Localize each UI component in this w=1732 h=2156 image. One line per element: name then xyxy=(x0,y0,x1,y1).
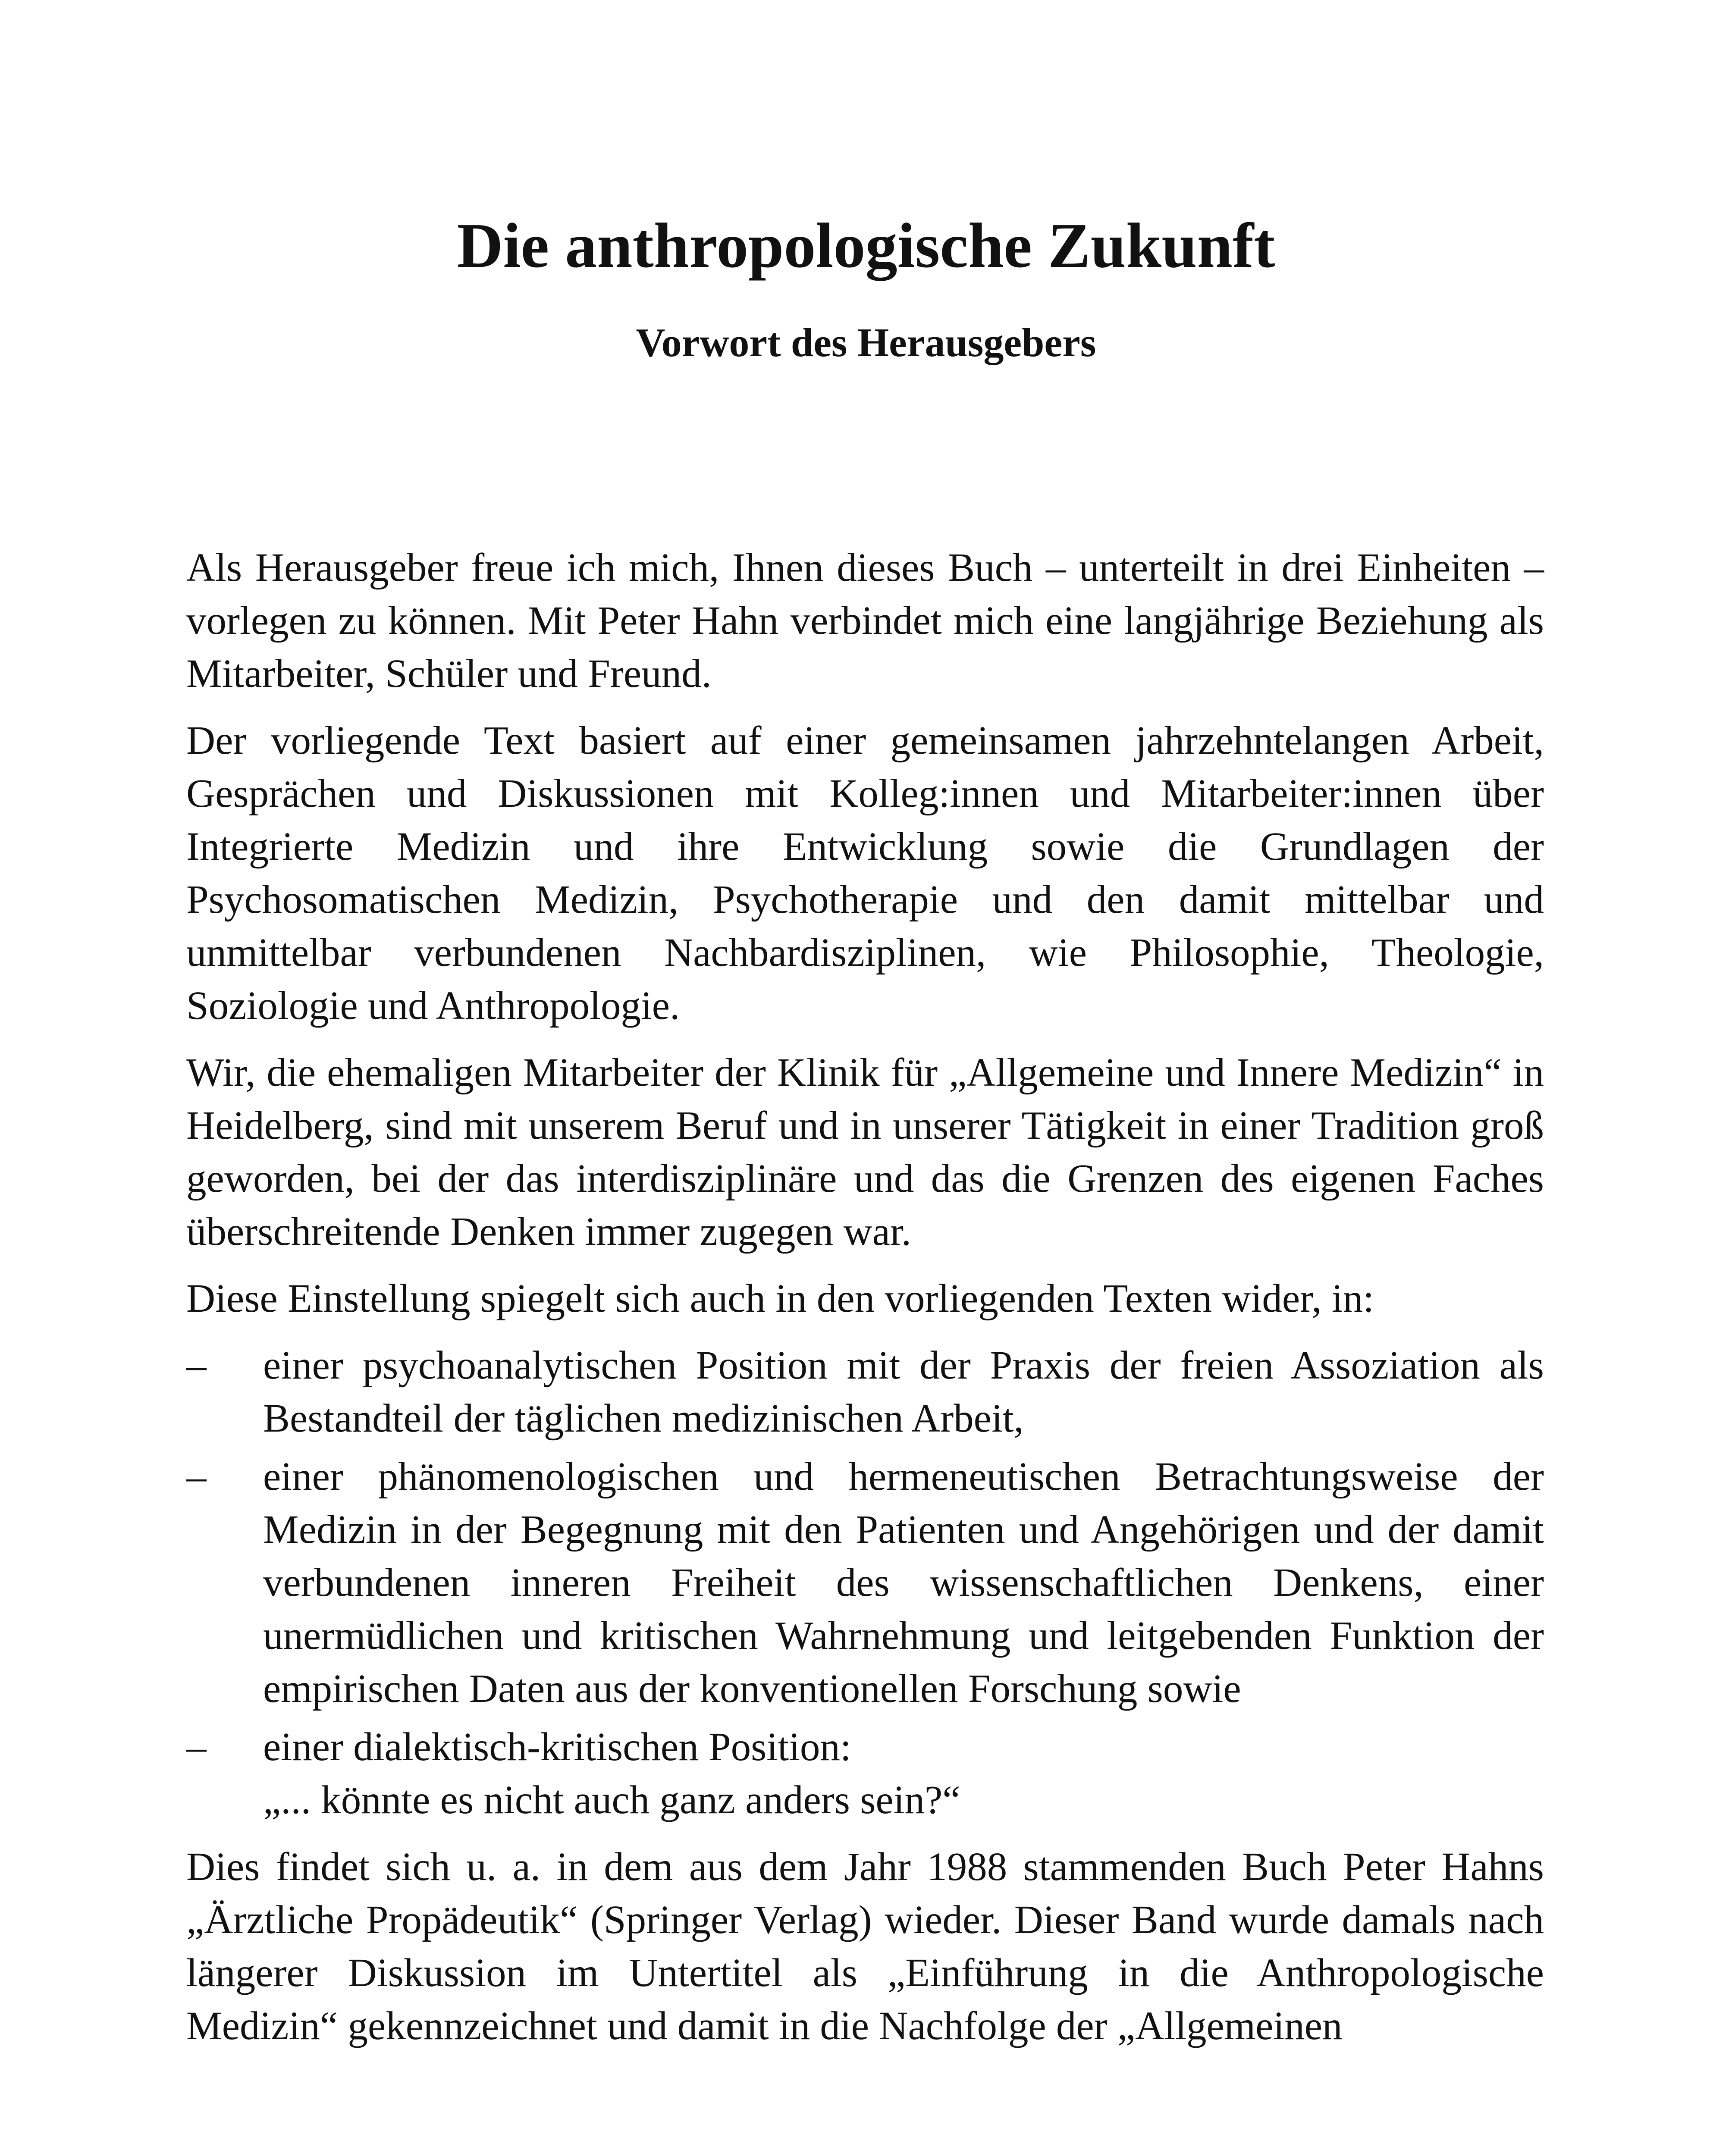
list-item-text: einer dialektisch-kritischen Position: xyxy=(263,1725,851,1769)
body-text xyxy=(186,541,1544,2066)
list-item-quote: „... könnte es nicht auch ganz anders sein?“ xyxy=(263,1778,960,1822)
list-item xyxy=(186,1339,1544,1445)
list-item-text: einer psychoanalytischen Position mit der Praxis der freien Assoziation als Bestandteil der täglichen medizinischen Arbeit, xyxy=(263,1343,1544,1441)
page-title: Die anthropologische Zukunft xyxy=(457,210,1275,281)
paragraph-3: Wir, die ehemaligen Mitarbeiter der Klinik für „Allgemeine und Innere Medizin“ in Heidelberg, sind mit unserem Beruf und in unserer Tätigkeit in einer Tradition groß geworden, bei der das interdisziplinäre und das die Grenzen des eigenen Faches überschreitende Denken immer zugegen war. xyxy=(186,1050,1544,1254)
bullet-list xyxy=(186,1339,1544,1827)
dash-marker: – xyxy=(186,1725,207,1769)
page-subtitle: Vorwort des Herausgebers xyxy=(636,320,1096,365)
list-item xyxy=(186,1450,1544,1715)
list-item-text: einer phänomenologischen und hermeneutischen Betrachtungsweise der Medizin in der Begegnung mit den Patienten und Angehörigen und der damit verbundenen inneren Freiheit des wissenschaftlichen Denkens, einer unermüdlichen und kritischen Wahrnehmung und leitgebenden Funktion der empirischen Daten aus der konventionellen Forschung sowie xyxy=(263,1454,1544,1711)
paragraph-4: Diese Einstellung spiegelt sich auch in den vorliegenden Texten wider, in: xyxy=(186,1276,1374,1321)
paragraph-1: Als Herausgeber freue ich mich, Ihnen dieses Buch – unterteilt in drei Einheiten – vorlegen zu können. Mit Peter Hahn verbindet mich eine langjährige Beziehung als Mitarbeiter, Schüler und Freund. xyxy=(186,545,1544,696)
list-item xyxy=(186,1720,1544,1827)
dash-marker: – xyxy=(186,1454,207,1499)
paragraph-2: Der vorliegende Text basiert auf einer gemeinsamen jahrzehntelangen Arbeit, Gesprächen und Diskussionen mit Kolleg:innen und Mitarbeiter:innen über Integrierte Medizin und ihre Entwicklung sowie die Grundlagen der Psychosomatischen Medizin, Psychotherapie und den damit mittelbar und unmittelbar verbundenen Nachbardisziplinen, wie Philosophie, Theologie, Soziologie und Anthropologie. xyxy=(186,718,1544,1028)
dash-marker: – xyxy=(186,1343,207,1388)
paragraph-5: Dies findet sich u. a. in dem aus dem Jahr 1988 stammenden Buch Peter Hahns „Ärztliche Propädeutik“ (Springer Verlag) wieder. Dieser Band wurde damals nach längerer Diskussion im Untertitel als „Einführung in die Anthropologische Medizin“ gekennzeichnet und damit in die Nachfolge der „Allgemeinen xyxy=(186,1845,1544,2048)
